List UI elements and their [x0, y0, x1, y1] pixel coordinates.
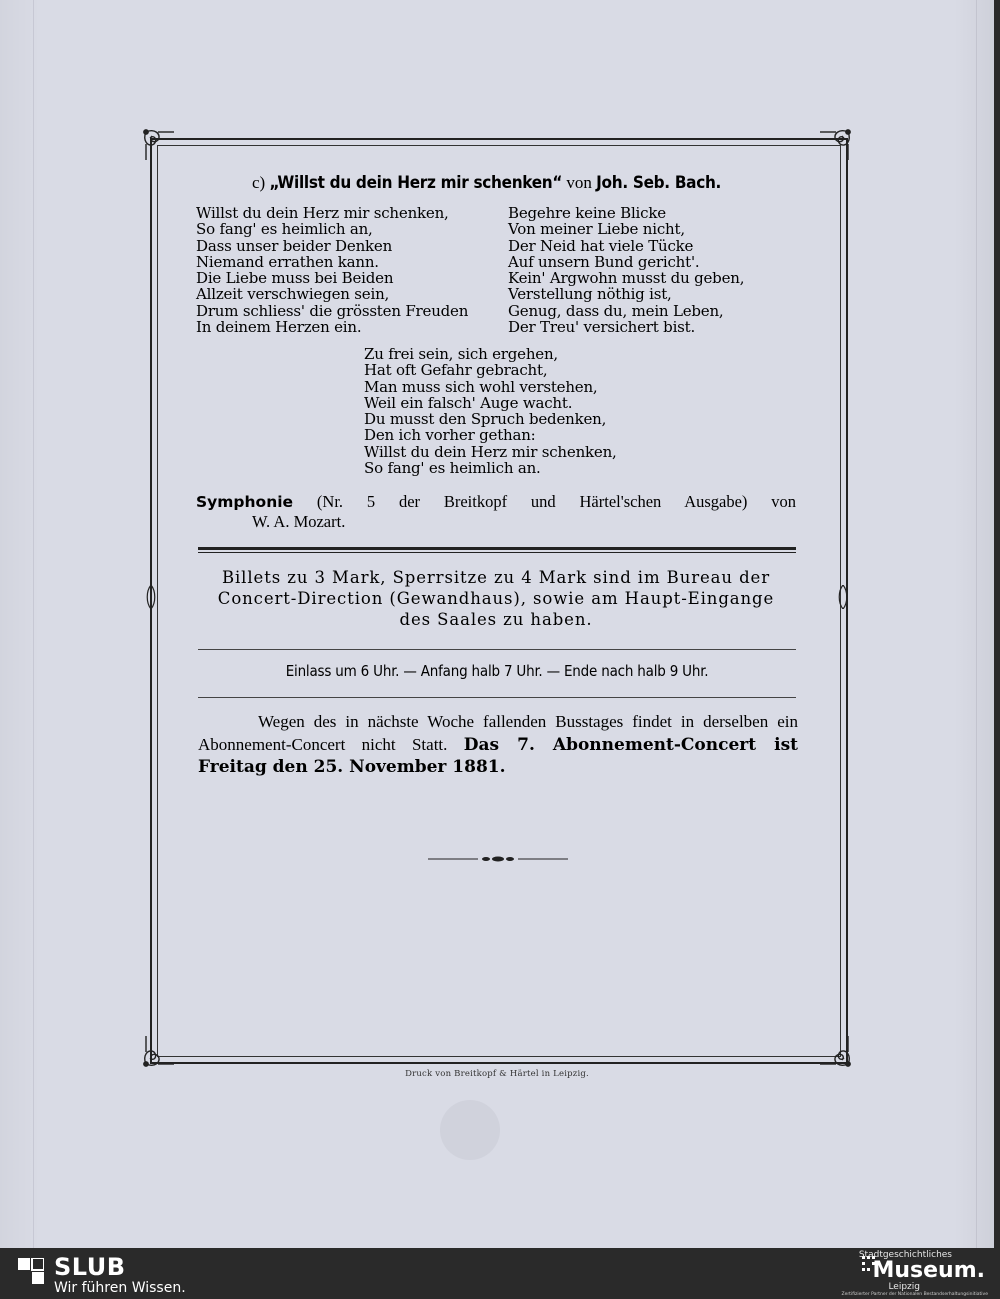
verse-line: Man muss sich wohl verstehen,: [364, 377, 598, 396]
notice-bold: Das 7. Abonnement-Concert ist Freitag den 25. November 1881.: [198, 734, 799, 777]
ticket-line: Concert-Direction (Gewandhaus), sowie am Haupt-Eingange: [217, 589, 775, 608]
song-composer: Joh. Seb. Bach.: [596, 173, 722, 193]
ticket-line: Billets zu 3 Mark, Sperrsitze zu 4 Mark sind im Bureau der: [221, 568, 770, 587]
slub-logo-icon[interactable]: [18, 1258, 44, 1284]
paper-fold: [976, 0, 977, 1248]
verse-line: Begehre keine Blicke: [508, 204, 666, 222]
corner-ornament-icon: [814, 126, 854, 166]
verse-line: Der Treu' versichert bist.: [508, 318, 696, 337]
thin-rule-divider: [198, 697, 796, 698]
verse-line: Allzeit verschwiegen sein,: [196, 285, 390, 304]
paper-fold: [33, 0, 34, 1248]
verse-line: Den ich vorher gethan:: [364, 426, 536, 445]
verse-right: [508, 205, 744, 335]
museum-name[interactable]: Museum.: [872, 1258, 985, 1283]
verse-line: Willst du dein Herz mir schenken,: [364, 442, 617, 461]
printer-imprint: Druck von Breitkopf & Härtel in Leipzig.: [405, 1069, 589, 1079]
thin-rule-divider: [198, 649, 796, 650]
slub-claim: Wir führen Wissen.: [54, 1280, 186, 1296]
side-ornament-icon: [146, 585, 156, 609]
verse-line: In deinem Herzen ein.: [196, 318, 362, 337]
museum-prefix: Stadtgeschichtliches: [858, 1250, 952, 1260]
verse-line: Verstellung nöthig ist,: [508, 285, 672, 304]
viewer-footer: [0, 1248, 1000, 1299]
museum-certification: Zertifizierter Partner der Nationalen Bestandserhaltungsinitiative: [841, 1292, 988, 1297]
verse-line: So fang' es heimlich an,: [196, 220, 373, 239]
verse-line: Der Neid hat viele Tücke: [508, 236, 694, 255]
verse-line: Kein' Argwohn musst du geben,: [508, 269, 745, 288]
notice-text: Wegen des in nächste Woche fallenden Busstages findet in derselben ein Abonnement-Concert nicht Statt.: [198, 712, 798, 754]
verse-line: So fang' es heimlich an.: [364, 459, 541, 478]
verse-line: Niemand errathen kann.: [196, 252, 379, 271]
double-rule-divider: [198, 547, 796, 553]
ticket-line: des Saales zu haben.: [399, 610, 593, 629]
verse-line: Auf unsern Bund gericht'.: [508, 252, 700, 271]
verse-left: [196, 205, 468, 335]
end-ornament-icon: [428, 853, 568, 865]
slub-name[interactable]: SLUB: [54, 1253, 126, 1281]
admission-times: Einlass um 6 Uhr. — Anfang halb 7 Uhr. — Ende nach halb 9 Uhr.: [285, 662, 709, 680]
symphony-line: [196, 491, 796, 513]
verse-line: Hat oft Gefahr gebracht,: [364, 361, 548, 380]
side-ornament-icon: [838, 585, 848, 609]
verse-line: Weil ein falsch' Auge wacht.: [364, 393, 573, 412]
verse-line: Zu frei sein, sich ergehen,: [364, 345, 559, 363]
symphony-detail: (Nr. 5 der Breitkopf und Härtel'schen Ausgabe) von: [316, 492, 797, 511]
corner-ornament-icon: [140, 1030, 180, 1070]
verse-line: Von meiner Liebe nicht,: [508, 220, 685, 239]
verse-line: Drum schliess' die grössten Freuden: [196, 301, 469, 320]
verse-center: [364, 346, 617, 476]
symphony-composer: W. A. Mozart.: [252, 512, 346, 531]
verse-line: Genug, dass du, mein Leben,: [508, 301, 724, 320]
verse-line: Dass unser beider Denken: [196, 236, 393, 255]
corner-ornament-icon: [140, 126, 180, 166]
blind-stamp: [440, 1100, 500, 1160]
song-title: „Willst du dein Herz mir schenken“: [269, 173, 563, 193]
song-title-line: [252, 173, 721, 193]
ticket-info: [204, 567, 788, 630]
verse-line: Die Liebe muss bei Beiden: [196, 269, 394, 288]
corner-ornament-icon: [814, 1030, 854, 1070]
song-by: von: [566, 173, 592, 192]
song-prefix: c): [252, 173, 266, 192]
symphony-label: Symphonie: [196, 493, 294, 511]
concert-notice: [198, 711, 798, 779]
museum-city: Leipzig: [888, 1282, 920, 1292]
verse-line: Du musst den Spruch bedenken,: [364, 410, 607, 429]
verse-line: Willst du dein Herz mir schenken,: [196, 204, 449, 222]
